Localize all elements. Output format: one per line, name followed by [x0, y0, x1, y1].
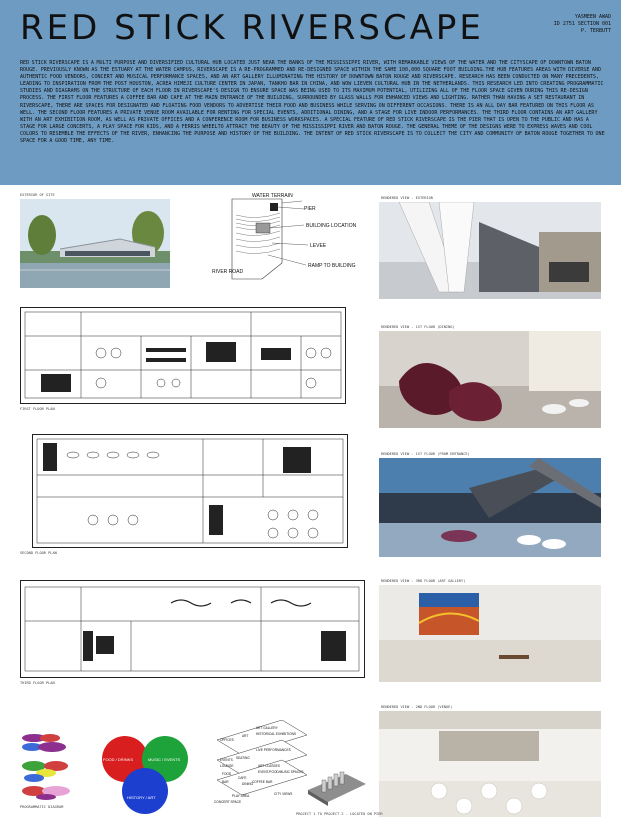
- site-label-building-location: BUILDING LOCATION: [306, 223, 357, 229]
- exterior-photo-caption: EXTERIOR OF SITE: [20, 193, 55, 197]
- program-label-city-views: CITY VIEWS: [274, 792, 293, 796]
- third-floor-caption: THIRD FLOOR PLAN: [20, 681, 55, 685]
- program-label-art: ART: [242, 734, 249, 738]
- venn-diagram: [93, 735, 203, 815]
- render-entrance: [379, 458, 601, 557]
- first-floor-caption: FIRST FLOOR PLAN: [20, 407, 55, 411]
- site-label-ramp: RAMP TO BUILDING: [308, 263, 356, 269]
- program-label-play-area: PLAY AREA: [232, 794, 250, 798]
- credit-instructor: P. TERBUTT: [580, 28, 611, 34]
- exterior-site-photo: [20, 199, 170, 288]
- venn-label-history: HISTORY / ART: [127, 795, 156, 800]
- program-label-food: FOOD: [222, 772, 232, 776]
- third-floor-plan: [20, 580, 365, 678]
- credits-block: [554, 14, 611, 35]
- site-diagram: [212, 193, 367, 283]
- program-label-art-classes: ART CLASSES: [258, 764, 280, 768]
- venn-label-music: MUSIC / EVENTS: [148, 757, 181, 762]
- second-floor-caption: SECOND FLOOR PLAN: [20, 551, 57, 555]
- programmatic-caption: PROGRAMMATIC DIAGRAM: [20, 805, 64, 809]
- venn-label-food: FOOD / DRINKS: [103, 757, 134, 762]
- render-caption-dining: RENDERED VIEW - 1ST FLOOR (DINING): [381, 325, 455, 329]
- render-caption-gallery: RENDERED VIEW - 3RD FLOOR (ART GALLERY): [381, 579, 466, 583]
- program-label-lounge: LOUNGE: [220, 764, 234, 768]
- program-label-art-gallery: ART GALLERY: [256, 726, 278, 730]
- poster-title: RED STICK RIVERSCAPE: [20, 8, 484, 48]
- site-label-pier: PIER: [304, 206, 316, 212]
- program-stack-diagram: [212, 720, 312, 805]
- model-caption: PROJECT 1 TO PROJECT 2 - LOCATED ON PIER: [296, 812, 383, 816]
- render-dining: [379, 331, 601, 428]
- program-label-cafe: CAFE: [238, 776, 247, 780]
- program-label-seating: SEATING: [236, 756, 250, 760]
- program-label-dining: DINING: [242, 782, 254, 786]
- program-label-coffee-bar: COFFEE BAR: [252, 780, 273, 784]
- program-label-historical: HISTORICAL EXHIBITIONS: [256, 732, 297, 736]
- first-floor-plan: [20, 307, 346, 404]
- render-venue: [379, 711, 601, 817]
- credit-course: ID 2751 SECTION 001: [553, 21, 611, 27]
- program-label-live: LIVE PERFORMANCES: [256, 748, 291, 752]
- render-caption-exterior: RENDERED VIEW - EXTERIOR: [381, 196, 433, 200]
- program-label-concert: CONCERT SPACE: [214, 800, 242, 804]
- description-text: RED STICK RIVERSCAPE IS A MULTI PURPOSE AND DIVERSIFIED CULTURAL HUB LOCATED JUST NEAR THE BANKS OF THE MISSISSIPPI RIVER, WITH REMARKABLE VIEWS OF THE WATER AND THE CITYSCAPE OF DOWNTOWN BATON ROUGE. PREVIOUSLY KNOWN AS THE ESTUARY AT THE WATER CAMPUS, RIVERSCAPE IS A RE-PROGRAMMED AND RE-DESIGNED SPACE WITHIN THE SAME 100,000 SQUARE FOOT BUILDING.THE HUB FEATURES AREAS WITH DIVERSE AND AUTHENTIC FOOD VENDORS, CONCERT AND MUSICAL PERFORMANCE SPACES, AND AN ART GALLERY ILLUMINATING THE HISTORY OF DOWNTOWN BATON ROUGE AND RIVERSCAPE. RESEARCH HAS BEEN CONDUCTED ON MANY PRECEDENTS, LEADING TO INSPIRATION FROM THE POST HOUSTON, ACREA HIMEJI CULTURE CENTER IN JAPAN, TANKHO BAR IN CHINA, AND WOW LIEVEN CULTURAL HUB IN THE NETHERLANDS. THIS RESEARCH LED INTO CREATING PROGRAMMATIC STUDIES AND DIAGRAMS ON THE STRUCTURE OF EACH FLOOR IN RIVERSCAPE'S DESIGN TO ENSURE SPACE WAS BEING USED TO ITS MAXIMUM POTENTIAL, UTILIZING ALL OF THE FLOOR SPACE GIVEN DURING THIS RE-DESIGN PROCESS. THE FIRST FLOOR FEATURES A COFFEE BAR AND CAFE AT THE MAIN ENTRANCE OF THE BUILDING, SURROUNDED BY GLASS WALLS FOR ENHANCED VIEWS AND LIGHTING. RATHER THAN HAVING A SET RESTAURANT IN RIVERSCAPE, THERE ARE SPACES FOR DESIGNATED AND FLOATING FOOD VENDORS TO ADVERTISE THEIR FOOD AND BUSINESS WHILE SERVING ON DIFFERENT OCCASIONS. THERE IS AN ALL DAY BAR FEATURED ON THIS FLOOR AS WELL. THE SECOND FLOOR FEATURES A PRIVATE VENUE ROOM AVAILABLE FOR RENTING FOR SPECIAL EVENTS, ADDITIONAL DINING, AND A STAGE FOR LIVE INDOOR PERFORMANCES. THE THIRD FLOOR CONTAINS AN ART GALLERY WITH AN ART EXHIBITION ROOM, AS WELL AS PRIVATE OFFICES AND A CONFERENCE ROOM FOR BUSINESS WORKSPACES. A SPECIAL FEATURE OF RED STICK RIVERSCAPE IS THE PIER THAT IS OPEN TO THE PUBLIC AND HAS A STAGE FOR LARGE CONCERTS, A PLAY SPACE FOR KIDS, AND A FERRIS WHEELTO ATTRACT THE BEAUTY OF THE MISSISSIPPI RIVER AND BATON ROUGE. THE GENERAL THEME OF THE DESIGNS WERE TO EXPRESS WAVES AND COOL COLORS TO RESEMBLE THE EFFECTS OF THE RIVER, ENHANCING THE PURPOSE AND HISTORY OF THE BUILDING. THE INTENT OF RED STICK RIVERSCAPE IS TO COLLECT THE CITY AND COMMUNITY OF BATON ROUGE TOGETHER TO ONE SPACE FOR A GOOD TIME, ANY TIME.: [20, 60, 605, 145]
- render-caption-venue: RENDERED VIEW - 2ND FLOOR (VENUE): [381, 705, 453, 709]
- render-exterior: [379, 202, 601, 299]
- header-band: [0, 0, 621, 185]
- program-label-bar: BAR: [222, 780, 229, 784]
- site-label-river-road: RIVER ROAD: [212, 269, 244, 275]
- credit-author: YASMEEN AWAD: [574, 14, 611, 20]
- program-label-event-spaces: EVENT/FOOD/MUSIC SPACES: [258, 770, 304, 774]
- programmatic-bubbles: [20, 733, 80, 801]
- program-label-offices: OFFICES: [220, 738, 234, 742]
- site-label-water-terrain: WATER TERRAIN: [252, 193, 293, 199]
- site-label-levee: LEVEE: [310, 243, 327, 249]
- second-floor-plan: [32, 434, 348, 548]
- program-label-events: EVENTS: [220, 758, 233, 762]
- pier-model: [306, 762, 368, 806]
- render-gallery: [379, 585, 601, 682]
- render-caption-entrance: RENDERED VIEW - 1ST FLOOR (FROM ENTRANCE): [381, 452, 470, 456]
